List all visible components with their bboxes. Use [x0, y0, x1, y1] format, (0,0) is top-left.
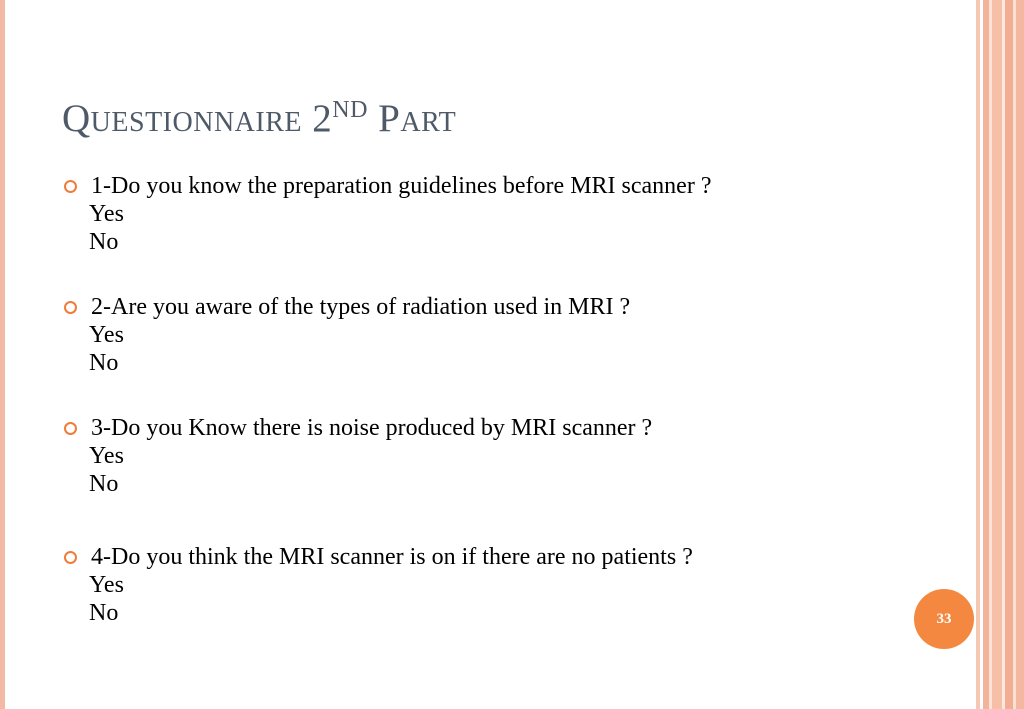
- page-number-badge: 33: [914, 589, 974, 649]
- question-text: 3-Do you Know there is noise produced by MRI scanner ?: [91, 415, 653, 441]
- question-4: [62, 543, 693, 627]
- bullet-icon: [64, 180, 77, 193]
- option-no: No: [89, 600, 119, 626]
- bullet-icon: [64, 422, 77, 435]
- option-yes: Yes: [89, 572, 124, 598]
- option-no: No: [89, 471, 119, 497]
- slide-title: [62, 96, 456, 141]
- title-p-initial: P: [378, 97, 401, 140]
- option-yes: Yes: [89, 322, 124, 348]
- title-q-initial: Q: [62, 97, 91, 140]
- right-stripes-decoration: [976, 0, 1024, 709]
- title-superscript: ND: [332, 97, 368, 123]
- question-3: [62, 414, 652, 498]
- title-q-rest: UESTIONNAIRE: [90, 107, 302, 138]
- option-yes: Yes: [89, 443, 124, 469]
- question-text: 2-Are you aware of the types of radiation used in MRI ?: [91, 294, 631, 320]
- title-number: 2: [312, 97, 333, 140]
- bullet-icon: [64, 551, 77, 564]
- question-2: [62, 293, 630, 377]
- question-text: 4-Do you think the MRI scanner is on if there are no patients ?: [91, 544, 693, 570]
- left-border-decoration: [0, 0, 5, 709]
- title-p-rest: ART: [400, 107, 457, 138]
- option-no: No: [89, 350, 119, 376]
- question-text: 1-Do you know the preparation guidelines before MRI scanner ?: [91, 173, 712, 199]
- bullet-icon: [64, 301, 77, 314]
- option-yes: Yes: [89, 201, 124, 227]
- option-no: No: [89, 229, 119, 255]
- question-1: [62, 172, 711, 256]
